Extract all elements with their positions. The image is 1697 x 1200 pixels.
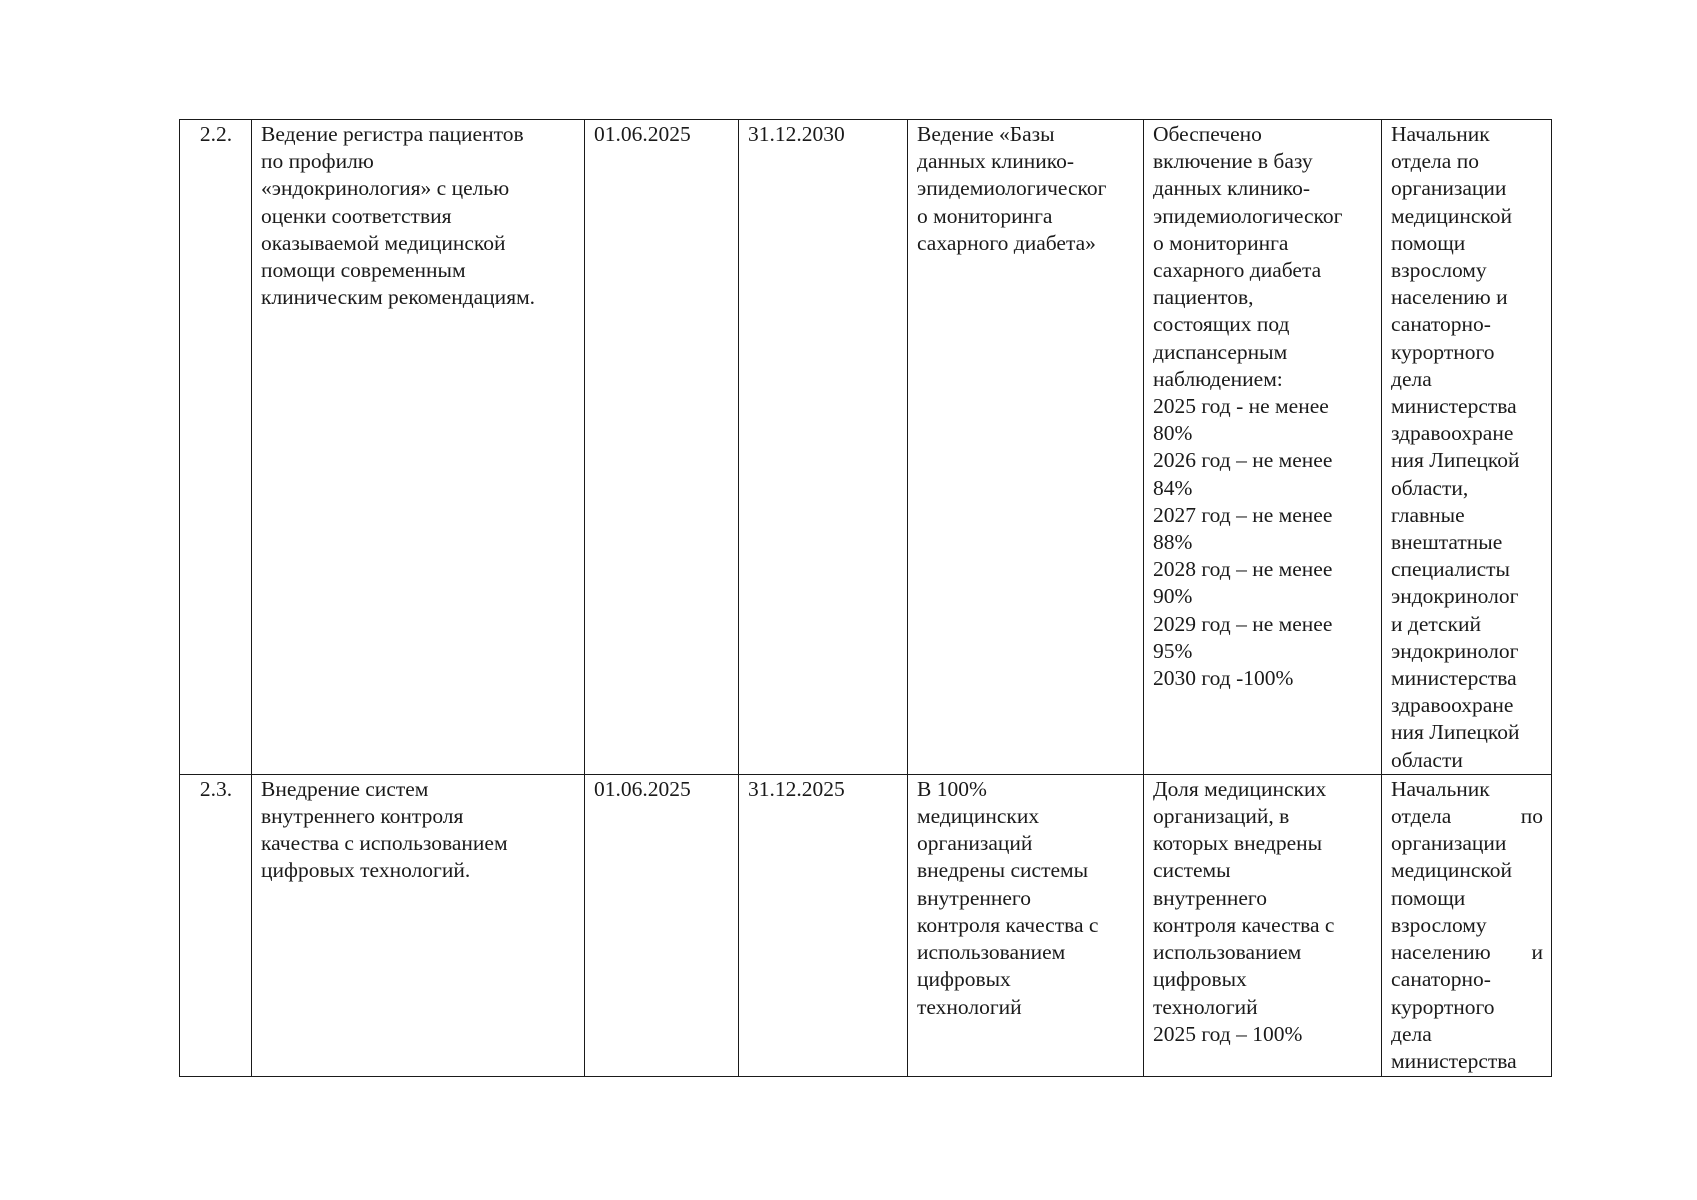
cell-line: населению и: [1391, 285, 1508, 310]
cell-line: В 100%: [917, 776, 987, 801]
cell-line: 2025 год – 100%: [1153, 1021, 1303, 1046]
cell-line: специалисты: [1391, 557, 1510, 582]
cell-line: дела: [1391, 366, 1432, 391]
cell-line: которых внедрены: [1153, 831, 1323, 856]
cell-line: помощи современным: [261, 258, 466, 283]
cell-line: использованием: [917, 940, 1066, 965]
cell-line: эндокринолог: [1391, 638, 1519, 663]
cell-line: оценки соответствия: [261, 203, 452, 228]
cell-line: курортного: [1391, 339, 1495, 364]
responsible-cell: [1382, 120, 1552, 775]
cell-line: министерства: [1391, 666, 1517, 691]
cell-line: санаторно-: [1391, 312, 1491, 337]
cell-line: включение в базу: [1153, 149, 1313, 174]
cell-line: дела: [1391, 1021, 1432, 1046]
cell-line: главные: [1391, 502, 1465, 527]
indicator-cell: [1144, 120, 1382, 775]
cell-line: помощи: [1391, 230, 1466, 255]
cell-line: контроля качества с: [1153, 912, 1335, 937]
cell-line: 2029 год – не менее: [1153, 611, 1333, 636]
result-cell: [908, 774, 1144, 1076]
cell-line: Начальник: [1391, 122, 1490, 146]
cell-line: цифровых: [1153, 967, 1247, 992]
cell-line: эндокринолог: [1391, 584, 1519, 609]
cell-line: медицинских: [917, 804, 1040, 829]
cell-line: 88%: [1153, 530, 1193, 555]
table-row: [180, 120, 1552, 775]
cell-line: организации: [1391, 176, 1507, 201]
cell-line: организаций, в: [1153, 804, 1290, 829]
cell-line: организации: [1391, 831, 1507, 856]
cell-line: «эндокринология» с целью: [261, 176, 510, 201]
cell-line: контроля качества с: [917, 912, 1099, 937]
cell-word: по: [1520, 804, 1543, 829]
cell-line: взрослому: [1391, 912, 1487, 937]
cell-line: курортного: [1391, 994, 1495, 1019]
cell-line: 2030 год -100%: [1153, 666, 1294, 691]
cell-line: [1391, 803, 1543, 830]
cell-line: ния Липецкой: [1391, 720, 1520, 745]
cell-line: 90%: [1153, 584, 1193, 609]
cell-line: помощи: [1391, 885, 1466, 910]
cell-line: Доля медицинских: [1153, 776, 1327, 801]
cell-line: технологий: [1153, 994, 1258, 1019]
cell-line: цифровых: [917, 967, 1011, 992]
cell-line: [1391, 939, 1543, 966]
cell-line: состоящих под: [1153, 312, 1290, 337]
cell-line: Ведение регистра пациентов: [261, 122, 524, 146]
cell-line: Начальник: [1391, 776, 1490, 801]
cell-line: 2028 год – не менее: [1153, 557, 1333, 582]
cell-line: наблюдением:: [1153, 366, 1283, 391]
cell-line: 95%: [1153, 638, 1193, 663]
cell-line: системы: [1153, 858, 1231, 883]
cell-line: клиническим рекомендациям.: [261, 285, 536, 310]
cell-line: Внедрение систем: [261, 776, 429, 801]
cell-line: технологий: [917, 994, 1022, 1019]
cell-line: внутреннего: [1153, 885, 1267, 910]
indicator-cell: [1144, 774, 1382, 1076]
cell-line: качества с использованием: [261, 831, 508, 856]
cell-line: области: [1391, 747, 1463, 772]
cell-line: организаций: [917, 831, 1033, 856]
cell-line: и детский: [1391, 611, 1482, 636]
cell-line: отдела по: [1391, 149, 1479, 174]
cell-line: медицинской: [1391, 858, 1512, 883]
cell-line: Обеспечено: [1153, 122, 1262, 146]
cell-line: области,: [1391, 475, 1469, 500]
end-date-cell: 31.12.2025: [739, 774, 908, 1076]
cell-line: внештатные: [1391, 530, 1503, 555]
cell-line: здравоохране: [1391, 421, 1514, 446]
cell-line: о мониторинга: [1153, 230, 1289, 255]
cell-line: 2025 год - не менее: [1153, 394, 1329, 419]
cell-line: цифровых технологий.: [261, 858, 471, 883]
cell-line: 80%: [1153, 421, 1193, 446]
cell-line: оказываемой медицинской: [261, 230, 506, 255]
cell-line: эпидемиологическог: [1153, 203, 1343, 228]
cell-line: использованием: [1153, 940, 1302, 965]
cell-line: медицинской: [1391, 203, 1512, 228]
activity-cell: [252, 120, 585, 775]
cell-line: взрослому: [1391, 258, 1487, 283]
end-date-cell: 31.12.2030: [739, 120, 908, 775]
cell-line: здравоохране: [1391, 693, 1514, 718]
activity-cell: [252, 774, 585, 1076]
cell-line: данных клинико-: [1153, 176, 1311, 201]
cell-line: министерства: [1391, 1048, 1517, 1073]
cell-line: ния Липецкой: [1391, 448, 1520, 473]
cell-word: населению: [1391, 940, 1491, 965]
cell-line: внутреннего: [917, 885, 1031, 910]
cell-line: о мониторинга: [917, 203, 1053, 228]
row-number-cell: 2.3.: [180, 774, 252, 1076]
cell-line: 84%: [1153, 475, 1193, 500]
cell-line: Ведение «Базы: [917, 122, 1055, 146]
plan-table: [179, 119, 1552, 1077]
table-row: [180, 774, 1552, 1076]
cell-line: санаторно-: [1391, 967, 1491, 992]
result-cell: [908, 120, 1144, 775]
cell-line: сахарного диабета»: [917, 230, 1096, 255]
cell-line: 2026 год – не менее: [1153, 448, 1333, 473]
cell-line: пациентов,: [1153, 285, 1254, 310]
responsible-cell: [1382, 774, 1552, 1076]
cell-line: внедрены системы: [917, 858, 1089, 883]
cell-line: сахарного диабета: [1153, 258, 1322, 283]
row-number-cell: 2.2.: [180, 120, 252, 775]
cell-word: отдела: [1391, 804, 1452, 829]
cell-line: министерства: [1391, 394, 1517, 419]
cell-line: по профилю: [261, 149, 374, 174]
start-date-cell: 01.06.2025: [585, 120, 739, 775]
cell-line: данных клинико-: [917, 149, 1075, 174]
cell-line: 2027 год – не менее: [1153, 502, 1333, 527]
cell-line: эпидемиологическог: [917, 176, 1107, 201]
cell-line: диспансерным: [1153, 339, 1288, 364]
start-date-cell: 01.06.2025: [585, 774, 739, 1076]
cell-line: внутреннего контроля: [261, 804, 464, 829]
cell-word: и: [1531, 940, 1543, 965]
